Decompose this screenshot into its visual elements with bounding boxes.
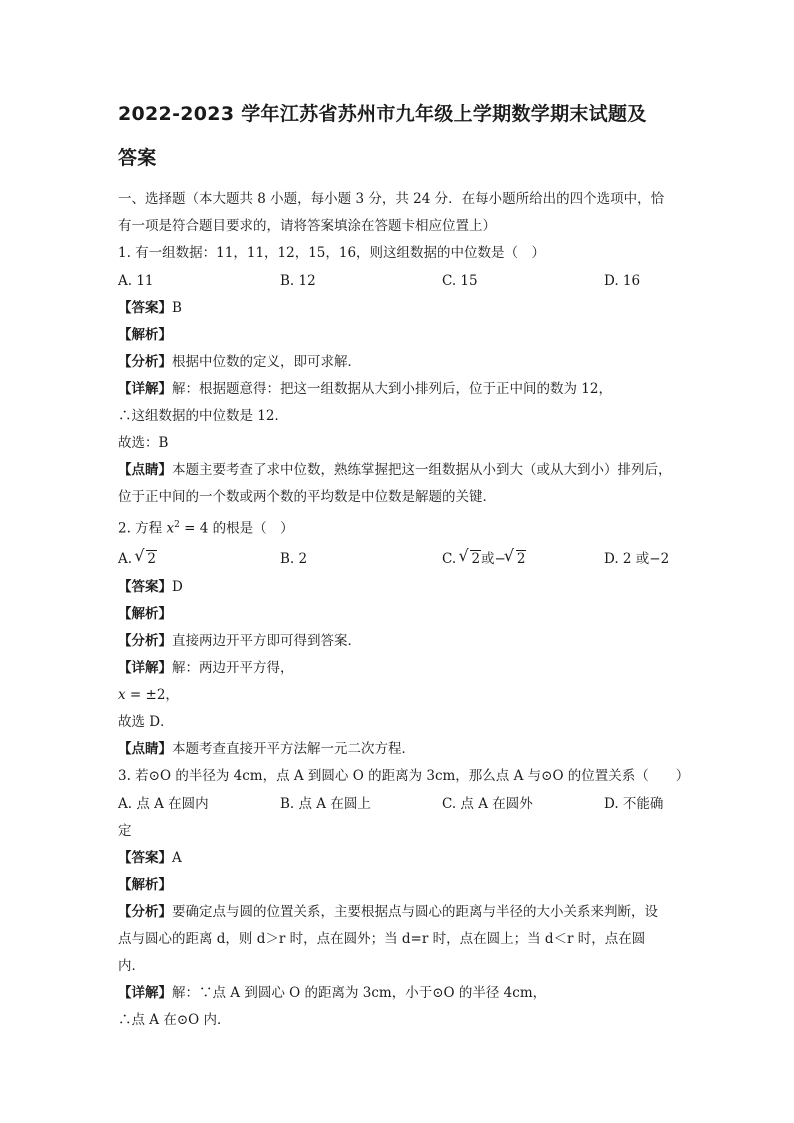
q2-option-c-label: C. — [442, 550, 457, 567]
q2-stem — [118, 511, 678, 544]
q2-result — [118, 682, 678, 709]
sqrt-symbol — [506, 544, 527, 574]
q2-choice: 故选 D． — [118, 713, 174, 730]
q3-option-d-cont: 定 — [118, 822, 132, 839]
q2-result-var: x — [118, 686, 126, 703]
sqrt-symbol — [136, 544, 157, 574]
q1-dianjing-cont: 位于正中间的一个数或两个数的平均数是中位数是解题的关键． — [118, 489, 496, 505]
q2-answer-value: D — [172, 578, 183, 595]
q2-option-d: D. 2 或−2 — [604, 550, 670, 567]
q2-result-text: = ±2， — [125, 686, 179, 703]
q2-dianjing — [118, 736, 678, 763]
q3-xiangjie — [118, 980, 678, 1007]
q1-analysis-tag: 【解析】 — [118, 327, 172, 343]
q2-stem-exp: 2 — [174, 520, 180, 530]
fenxi-tag: 【分析】 — [118, 632, 172, 649]
exam-document — [118, 92, 690, 1034]
q2-option-c — [442, 544, 604, 574]
q1-fenxi — [118, 349, 678, 376]
q2-dianjing-text: 本题考查直接开平方法解一元二次方程． — [172, 740, 415, 757]
answer-tag: 【答案】 — [118, 849, 172, 866]
q2-radicand-c1: 2 — [471, 550, 481, 567]
q1-dianjing — [118, 457, 678, 484]
xiangjie-tag: 【详解】 — [118, 984, 172, 1001]
title-line-2: 答案 — [118, 147, 157, 169]
dianjing-tag: 【点睛】 — [118, 740, 172, 757]
q1-stem: 1. 有一组数据：11，11，12，15，16，则这组数据的中位数是（ ） — [118, 245, 546, 261]
q1-option-c: C. 15 — [442, 273, 478, 289]
answer-tag: 【答案】 — [118, 578, 172, 595]
xiangjie-tag: 【详解】 — [118, 381, 172, 397]
q1-option-b: B. 12 — [280, 273, 316, 289]
q2-fenxi — [118, 628, 678, 655]
answer-tag: 【答案】 — [118, 300, 172, 316]
dianjing-tag: 【点睛】 — [118, 462, 172, 478]
q3-fenxi-cont-2: 内． — [118, 957, 145, 974]
q3-option-a: A. 点 A 在圆内 — [118, 795, 209, 812]
section-intro-line-1: 一、选择题（本大题共 8 小题，每小题 3 分，共 24 分．在每小题所给出的四个选项中，恰 — [118, 191, 665, 207]
q2-stem-suffix: 的根是（ ） — [212, 520, 294, 537]
q2-option-c-or: 或− — [481, 550, 506, 567]
q2-xiangjie — [118, 655, 678, 682]
q1-conclusion: ∴这组数据的中位数是 12． — [118, 408, 288, 424]
document-title — [118, 92, 678, 180]
q1-choice: 故选：B — [118, 435, 169, 451]
title-line-1: 2022-2023 学年江苏省苏州市九年级上学期数学期末试题及 — [118, 103, 647, 125]
q3-fenxi-cont-1: 点与圆心的距离 d，则 d＞r 时，点在圆外；当 d=r 时，点在圆上；当 d＜r 时，点在圆 — [118, 930, 646, 947]
q3-options — [118, 790, 678, 818]
q3-option-c: C. 点 A 在圆外 — [442, 795, 533, 812]
q2-option-a-label: A. — [118, 550, 133, 567]
q1-fenxi-text: 根据中位数的定义，即可求解． — [172, 354, 361, 370]
q3-stem: 3. 若⊙O 的半径为 4cm，点 A 到圆心 O 的距离为 3cm，那么点 A 与⊙O 的位置关系（ ） — [118, 767, 690, 784]
q1-options — [118, 267, 678, 295]
q3-xiangjie-text: 解：∵点 A 到圆心 O 的距离为 3cm，小于⊙O 的半径 4cm， — [172, 984, 547, 1001]
sqrt-symbol — [460, 544, 481, 574]
q3-analysis-tag: 【解析】 — [118, 876, 172, 893]
q2-xiangjie-text: 解：两边开平方得， — [172, 659, 294, 676]
q2-stem-var: x — [166, 520, 175, 537]
q3-answer-value: A — [172, 849, 182, 866]
q2-options — [118, 544, 678, 574]
q3-conclusion: ∴点 A 在⊙O 内． — [118, 1011, 231, 1028]
xiangjie-tag: 【详解】 — [118, 659, 172, 676]
q3-answer — [118, 845, 678, 872]
q2-option-a — [118, 544, 280, 574]
q2-stem-prefix: 2. 方程 — [118, 520, 163, 537]
q2-radicand-c2: 2 — [516, 550, 526, 567]
q2-radicand-a: 2 — [147, 550, 156, 567]
section-intro-line-2: 有一项是符合题目要求的，请将答案填涂在答题卡相应位置上） — [118, 218, 496, 234]
q3-fenxi — [118, 899, 678, 926]
q2-stem-eq: = 4 — [179, 520, 209, 537]
q2-analysis-tag: 【解析】 — [118, 605, 172, 622]
fenxi-tag: 【分析】 — [118, 354, 172, 370]
fenxi-tag: 【分析】 — [118, 903, 172, 920]
q2-option-b: B. 2 — [280, 550, 308, 567]
q2-fenxi-text: 直接两边开平方即可得到答案． — [172, 632, 361, 649]
q2-answer — [118, 574, 678, 601]
q3-fenxi-text-1: 要确定点与圆的位置关系，主要根据点与圆心的距离与半径的大小关系来判断，设 — [172, 903, 658, 920]
q1-xiangjie-text: 解：根据题意得：把这一组数据从大到小排列后，位于正中间的数为 12， — [172, 381, 612, 397]
q1-answer-value: B — [172, 300, 182, 316]
q1-answer — [118, 295, 678, 322]
q3-option-b: B. 点 A 在圆上 — [280, 795, 371, 812]
q1-xiangjie — [118, 376, 678, 403]
q1-dianjing-text-1: 本题主要考查了求中位数，熟练掌握把这一组数据从小到大（或从大到小）排列后， — [172, 462, 672, 478]
q1-option-a: A. 11 — [118, 273, 154, 289]
q3-option-d: D. 不能确 — [604, 795, 664, 812]
q1-option-d: D. 16 — [604, 273, 641, 289]
